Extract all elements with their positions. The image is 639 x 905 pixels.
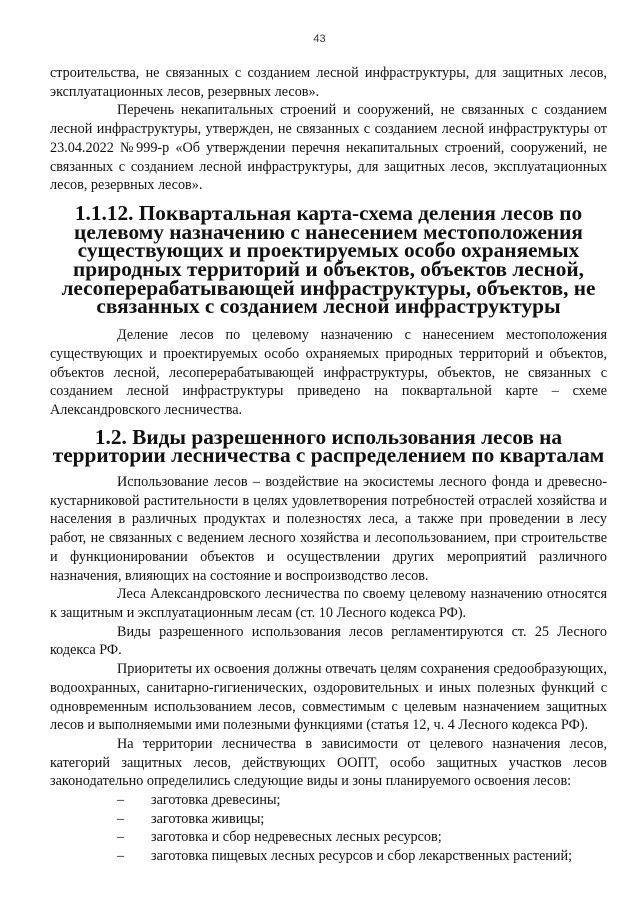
list-item-text: заготовка живицы;: [151, 810, 265, 827]
list-item-text: заготовка и сбор недревесных лесных ресурсов;: [151, 829, 442, 846]
page-content: [50, 64, 607, 866]
list-item-text: заготовка древесины;: [151, 792, 281, 809]
paragraph: Виды разрешенного использования лесов регламентируются ст. 25 Лесного кодекса РФ.: [50, 623, 607, 659]
paragraph: На территории лесничества в зависимости от целевого назначения лесов, категорий защитных лесов, действующих ООПТ, особо защитных участков лесов законодательно определились следующие виды и зоны планируемого освоения лесов:: [50, 735, 607, 790]
paragraph: Использование лесов – воздействие на экосистемы лесного фонда и древесно-кустарниковой растительности в целях удовлетворения потребностей отраслей хозяйства и населения в различных продуктах и полезностях леса, а также при проведении в лесу работ, не связанных с ведением лесного хозяйства и лесопользованием, при строительстве и функционировании объектов и осуществлении других мероприятий различного назначения, влияющих на состояние и воспроизводство лесов.: [50, 474, 607, 584]
list-dash-marker: –: [117, 792, 125, 809]
paragraph: Деление лесов по целевому назначению с нанесением местоположения существующих и проектируемых особо охраняемых природных территорий и объектов, объектов лесной, лесоперерабатывающей инфраструктуры, объектов, не связанных с созданием лесной инфраструктуры приведено на поквартальной карте – схеме Александровского лесничества.: [50, 327, 607, 418]
list-dash-marker: –: [117, 829, 125, 846]
list-item-text: заготовка пищевых лесных ресурсов и сбор лекарственных растений;: [151, 848, 573, 865]
text-blocks: [50, 64, 607, 791]
section-heading: 1.1.12. Поквартальная карта-схема деления лесов по целевому назначению с нанесением местоположения существующих и проектируемых особо охраняемых природных территорий и объектов, объектов лесной, лесоперерабатывающей инфраструктуры, объектов, не связанных с созданием лесной инфраструктуры: [61, 200, 596, 319]
list-item: [50, 791, 607, 810]
list-item: [50, 810, 607, 829]
paragraph: Перечень некапитальных строений и сооружений, не связанных с созданием лесной инфраструктуры, утвержден, не связанных с созданием лесной инфраструктуры от 23.04.2022 №999-р «Об утверждении перечня некапитальных строений, сооружений, не связанных с созданием лесной инфраструктуры, для защитных лесов, эксплуатационных лесов, резервных лесов».: [50, 102, 607, 194]
list-item: [50, 847, 607, 866]
paragraph: строительства, не связанных с созданием лесной инфраструктуры, для защитных лесов, эксплуатационных лесов, резервных лесов».: [50, 65, 607, 100]
list-dash-marker: –: [117, 810, 125, 827]
section-heading: 1.2. Виды разрешенного использования лесов на территории лесничества с распределением по кварталам: [52, 424, 605, 468]
paragraph: Приоритеты их освоения должны отвечать целям сохранения средообразующих, водоохранных, санитарно-гигиенических, оздоровительных и иных полезных функций с одновременным использованием лесов, совместимым с целевым назначением защитных лесов и выполняемыми ими полезными функциями (статья 12, ч. 4 Лесного кодекса РФ).: [50, 661, 607, 734]
page-number: 43: [313, 33, 326, 45]
activity-list: [50, 791, 607, 866]
list-item: [50, 828, 607, 847]
paragraph: Леса Александровского лесничества по своему целевому назначению относятся к защитным и эксплуатационным лесам (ст. 10 Лесного кодекса РФ).: [50, 586, 607, 621]
list-dash-marker: –: [117, 848, 125, 865]
